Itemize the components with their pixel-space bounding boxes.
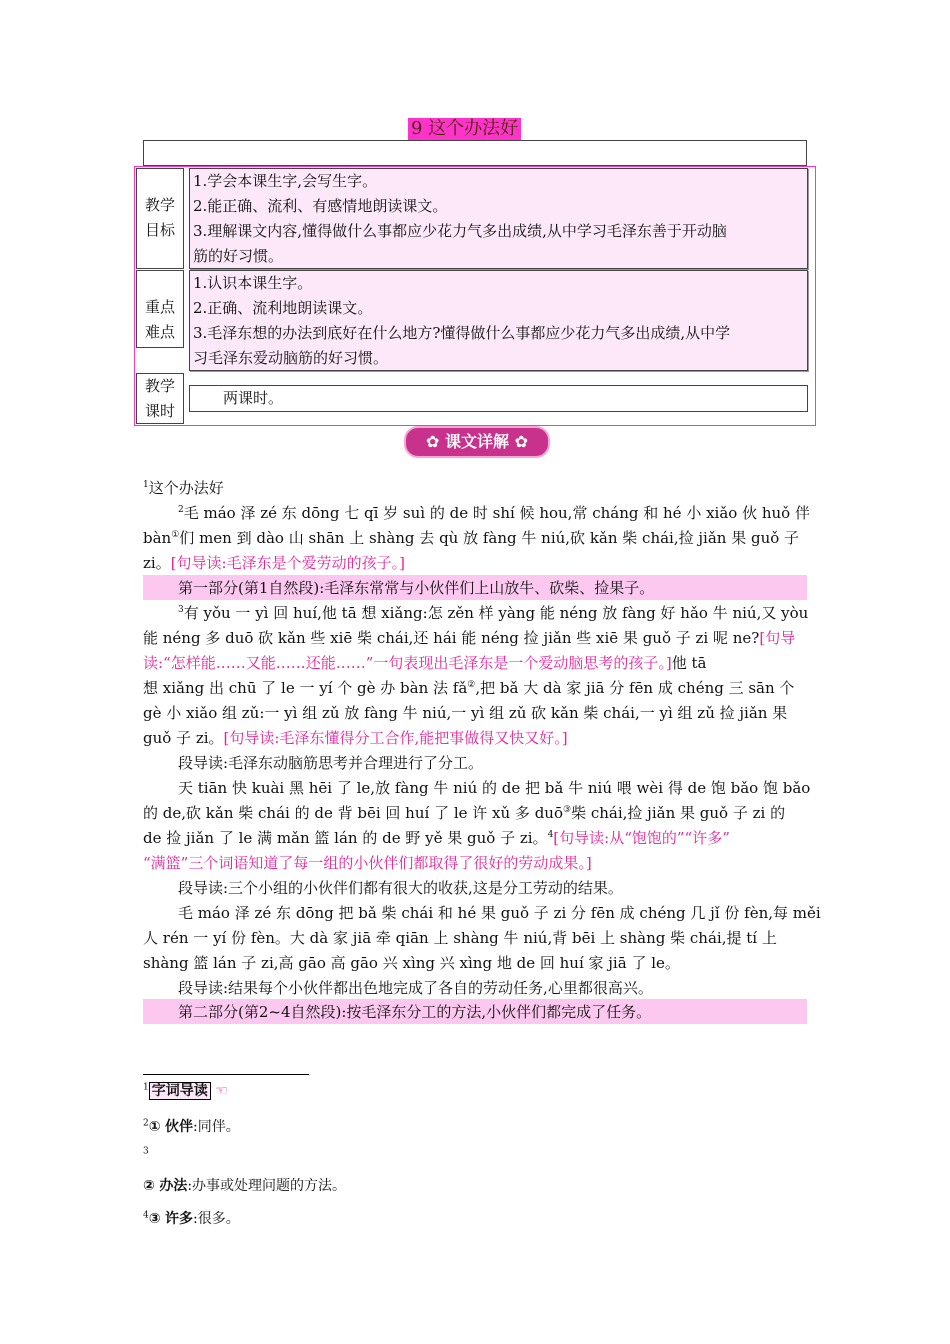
part2-summary: 第二部分(第2~4自然段):按毛泽东分工的方法,小伙伴们都完成了任务。 <box>178 1003 652 1021</box>
footnote-divider <box>143 1074 309 1075</box>
sentence-guide: 读:“怎样能……又能……还能……”一句表现出毛泽东是一个爱动脑思考的孩子。] <box>143 654 672 672</box>
text-line: guǒ 子 zi。[句导读:毛泽东懂得分工合作,能把事做得又快又好。] <box>143 729 568 747</box>
sentence-guide: [句导读:从“饱饱的”“许多” <box>553 829 730 847</box>
hours-label-line2: 课时 <box>144 402 175 420</box>
keypoint-item-3: 3.毛泽东想的办法到底好在什么地方?懂得做什么事都应少花力气多出成绩,从中学 <box>193 324 731 342</box>
goals-label-line2: 目标 <box>144 221 175 239</box>
keypoint-item-3-cont: 习毛泽东爱动脑筋的好习惯。 <box>193 349 389 367</box>
text-line: 人 rén 一 yí 份 fèn。大 dà 家 jiā 牵 qiān 上 shàng 牛 niú,背 bēi 上 shàng 柴 chái,提 tí 上 <box>143 929 777 947</box>
goal-item-3-cont: 筋的好习惯。 <box>193 247 284 265</box>
goal-item-3: 3.理解课文内容,懂得做什么事都应少花力气多出成绩,从中学习毛泽东善于开动脑 <box>193 222 727 240</box>
footnote-4: $^4$③ 许多:很多。 <box>143 1210 240 1227</box>
sentence-guide: [句导读:毛泽东懂得分工合作,能把事做得又快又好。] <box>223 729 568 747</box>
hours-value: 两课时。 <box>193 389 284 407</box>
text-line: zi。[句导读:毛泽东是个爱劳动的孩子。] <box>143 554 405 572</box>
footnote-3-marker: 3 <box>143 1146 149 1157</box>
paragraph-guide: 段导读:三个小组的小伙伴们都有很大的收获,这是分工劳动的结果。 <box>178 879 623 897</box>
goals-label-cell <box>136 168 184 269</box>
text-line: $^2$毛 máo 泽 zé 东 dōng 七 qī 岁 suì 的 de 时 shí 候 hou,常 cháng 和 hé 小 xiǎo 伙 huǒ 伴 <box>178 504 810 522</box>
text-line: 能 néng 多 duō 砍 kǎn 些 xiē 柴 chái,还 hái 能 néng 捡 jiǎn 些 xiē 果 guǒ 子 zi 呢 ne?[句导 <box>143 629 796 647</box>
footnote-2: $^2$① 伙伴:同伴。 <box>143 1118 240 1135</box>
goal-item-2: 2.能正确、流利、有感情地朗读课文。 <box>193 197 448 215</box>
banner-text: 课文详解 <box>444 432 509 451</box>
text-line: 天 tiān 快 kuài 黑 hēi 了 le,放 fàng 牛 niú 的 de 把 bǎ 牛 niú 喂 wèi 得 de 饱 bǎo 饱 bǎo <box>178 779 811 797</box>
text-line: $^3$有 yǒu 一 yì 回 huí,他 tā 想 xiǎng:怎 zěn 样 yàng 能 néng 放 fàng 好 hǎo 牛 niú,又 yòu <box>178 604 809 622</box>
text-line: 的 de,砍 kǎn 柴 chái 的 de 背 bēi 回 huí 了 le 许 xǔ 多 duō③柴 chái,捡 jiǎn 果 guǒ 子 zi 的 <box>143 804 786 822</box>
paragraph-guide: 段导读:结果每个小伙伴都出色地完成了各自的劳动任务,心里都很高兴。 <box>178 979 653 997</box>
pointing-hand-icon: ☜ <box>215 1083 228 1099</box>
text-line: $^1$这个办法好 <box>143 479 224 497</box>
hours-label-line1: 教学 <box>144 377 175 395</box>
goals-label-line1: 教学 <box>144 196 175 214</box>
text-line: shàng 篮 lán 子 zi,高 gāo 高 gāo 兴 xìng 兴 xìng 地 de 回 huí 家 jiā 了 le。 <box>143 954 680 972</box>
text-line: bàn①们 men 到 dào 山 shān 上 shàng 去 qù 放 fàng 牛 niú,砍 kǎn 柴 chái,捡 jiǎn 果 guǒ 子 <box>143 529 800 547</box>
goal-item-1: 1.学会本课生字,会写生字。 <box>193 172 378 190</box>
footnote-1: $^1$ 字词导读 ☜ <box>143 1082 228 1099</box>
hours-content <box>189 385 808 412</box>
keypoints-label-line2: 难点 <box>144 323 175 341</box>
hours-label-cell <box>136 373 184 424</box>
star-icon: ✿ <box>426 432 440 451</box>
part1-summary: 第一部分(第1自然段):毛泽东常常与小伙伴们上山放牛、砍柴、捡果子。 <box>178 579 655 597</box>
keypoints-content <box>189 270 808 371</box>
sentence-guide-cont: “满篮”三个词语知道了每一组的小伙伴们都取得了很好的劳动成果。] <box>143 854 592 872</box>
text-line: 读:“怎样能……又能……还能……”一句表现出毛泽东是一个爱动脑思考的孩子。]他 tā <box>143 654 707 672</box>
footnote-3: ② 办法:办事或处理问题的方法。 <box>143 1178 347 1194</box>
sentence-guide: [句导读:毛泽东是个爱劳动的孩子。] <box>170 554 405 572</box>
text-line: 想 xiǎng 出 chū 了 le 一 yí 个 gè 办 bàn 法 fǎ②,把 bǎ 大 dà 家 jiā 分 fēn 成 chéng 三 sān 个 <box>143 679 795 697</box>
keypoint-item-2: 2.正确、流利地朗读课文。 <box>193 299 373 317</box>
text-line: gè 小 xiǎo 组 zǔ:一 yì 组 zǔ 放 fàng 牛 niú,一 yì 组 zǔ 砍 kǎn 柴 chái,一 yì 组 zǔ 捡 jiǎn 果 <box>143 704 788 722</box>
section-banner <box>404 426 550 458</box>
goals-content <box>189 168 808 269</box>
paragraph-guide: 段导读:毛泽东动脑筋思考并合理进行了分工。 <box>178 754 484 772</box>
lesson-title: 9 这个办法好 <box>408 118 521 140</box>
title-bar <box>143 140 807 166</box>
keypoints-label-cell <box>136 270 184 348</box>
star-icon: ✿ <box>514 432 528 451</box>
keypoints-label-line1: 重点 <box>144 298 175 316</box>
vocab-guide-label: 字词导读 <box>149 1082 211 1100</box>
keypoint-item-1: 1.认识本课生字。 <box>193 274 313 292</box>
text-line: 毛 máo 泽 zé 东 dōng 把 bǎ 柴 chái 和 hé 果 guǒ 子 zi 分 fēn 成 chéng 几 jǐ 份 fèn,每 měi <box>178 904 821 922</box>
text-line: de 捡 jiǎn 了 le 满 mǎn 篮 lán 的 de 野 yě 果 guǒ 子 zi。$^4$[句导读:从“饱饱的”“许多” <box>143 829 730 847</box>
